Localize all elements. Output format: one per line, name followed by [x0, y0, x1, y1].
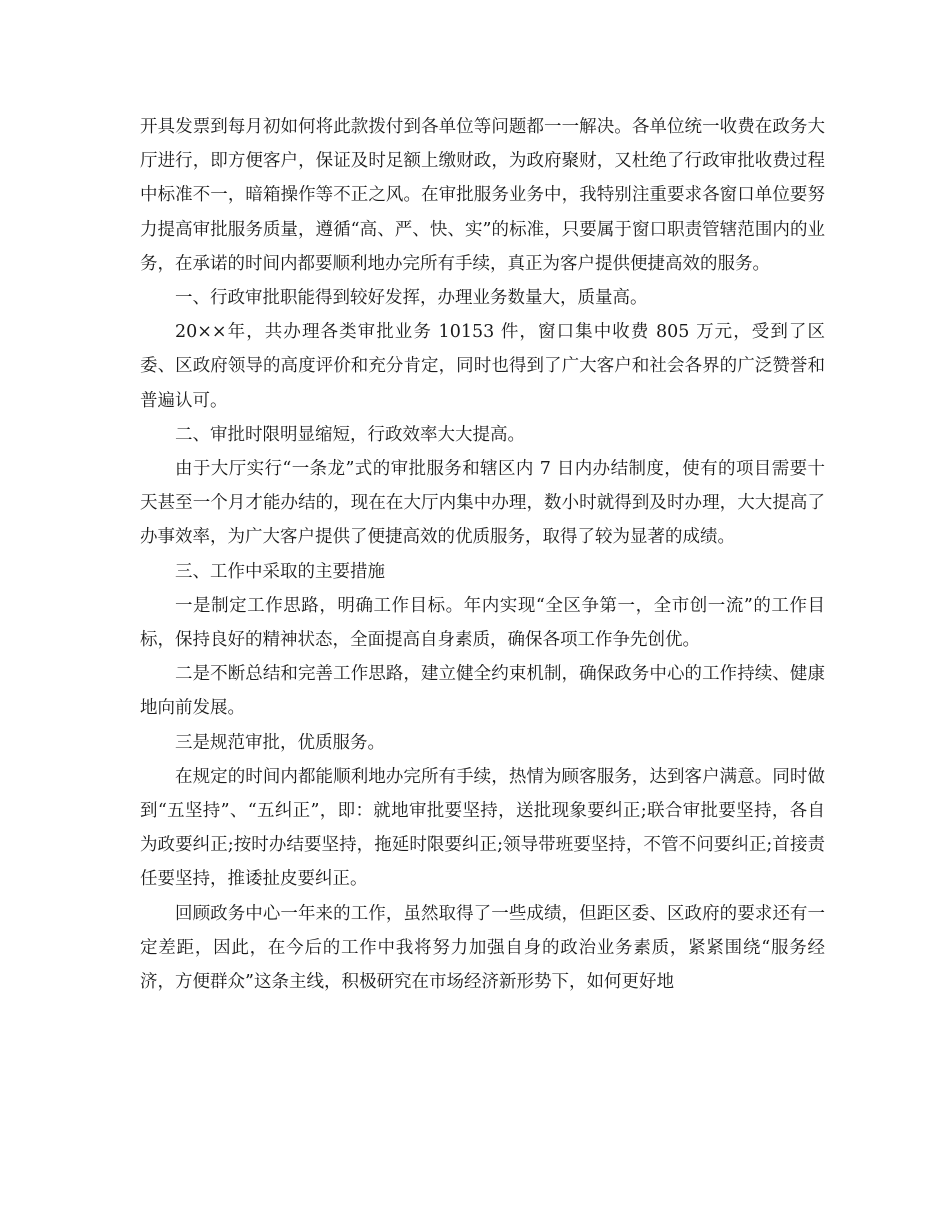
heading-section-three: 三、工作中采取的主要措施	[175, 561, 385, 582]
paragraph-measure-two: 二是不断总结和完善工作思路，建立健全约束机制，确保政务中心的工作持续、健康地向前发展。	[140, 664, 825, 719]
paragraph-annual-statistics: 20××年，共办理各类审批业务 10153 件，窗口集中收费 805 万元，受到了区委、区政府领导的高度评价和充分肯定，同时也得到了广大客户和社会各界的广泛赞誉和普遍认可。	[140, 322, 825, 411]
paragraph-continued-fees: 开具发票到每月初如何将此款拨付到各单位等问题都一一解决。各单位统一收费在政务大厅进行，即方便客户，保证及时足额上缴财政，为政府聚财，又杜绝了行政审批收费过程中标准不一，暗箱操作等不正之风。在审批服务业务中，我特别注重要求各窗口单位要努力提高审批服务质量，遵循“高、严、快、实”的标准，只要属于窗口职责管辖范围内的业务，在承诺的时间内都要顺利地办完所有手续，真正为客户提供便捷高效的服务。	[140, 117, 825, 274]
paragraph-five-principles: 在规定的时间内都能顺利地办完所有手续，热情为顾客服务，达到客户满意。同时做到“五坚持”、“五纠正”，即：就地审批要坚持，送批现象要纠正;联合审批要坚持，各自为政要纠正;按时办结要坚持，拖延时限要纠正;领导带班要坚持，不管不问要纠正;首接责任要坚持，推诿扯皮要纠正。	[140, 766, 825, 890]
paragraph-review: 回顾政务中心一年来的工作，虽然取得了一些成绩，但距区委、区政府的要求还有一定差距，因此，在今后的工作中我将努力加强自身的政治业务素质，紧紧围绕“服务经济，方便群众”这条主线，积极研究在市场经济新形势下，如何更好地	[140, 903, 825, 993]
document-page	[140, 110, 825, 999]
paragraph-measure-three: 三是规范审批，优质服务。	[175, 732, 385, 753]
paragraph-measure-one: 一是制定工作思路，明确工作目标。年内实现“全区争第一，全市创一流”的工作目标，保持良好的精神状态，全面提高自身素质，确保各项工作争先创优。	[140, 595, 825, 651]
paragraph-efficiency: 由于大厅实行“一条龙”式的审批服务和辖区内 7 日内办结制度，使有的项目需要十天甚至一个月才能办结的，现在在大厅内集中办理，数小时就得到及时办理，大大提高了办事效率，为广大客户提供了便捷高效的优质服务，取得了较为显著的成绩。	[140, 459, 825, 548]
heading-section-two: 二、审批时限明显缩短，行政效率大大提高。	[175, 424, 525, 445]
heading-section-one: 一、行政审批职能得到较好发挥，办理业务数量大，质量高。	[175, 288, 648, 309]
